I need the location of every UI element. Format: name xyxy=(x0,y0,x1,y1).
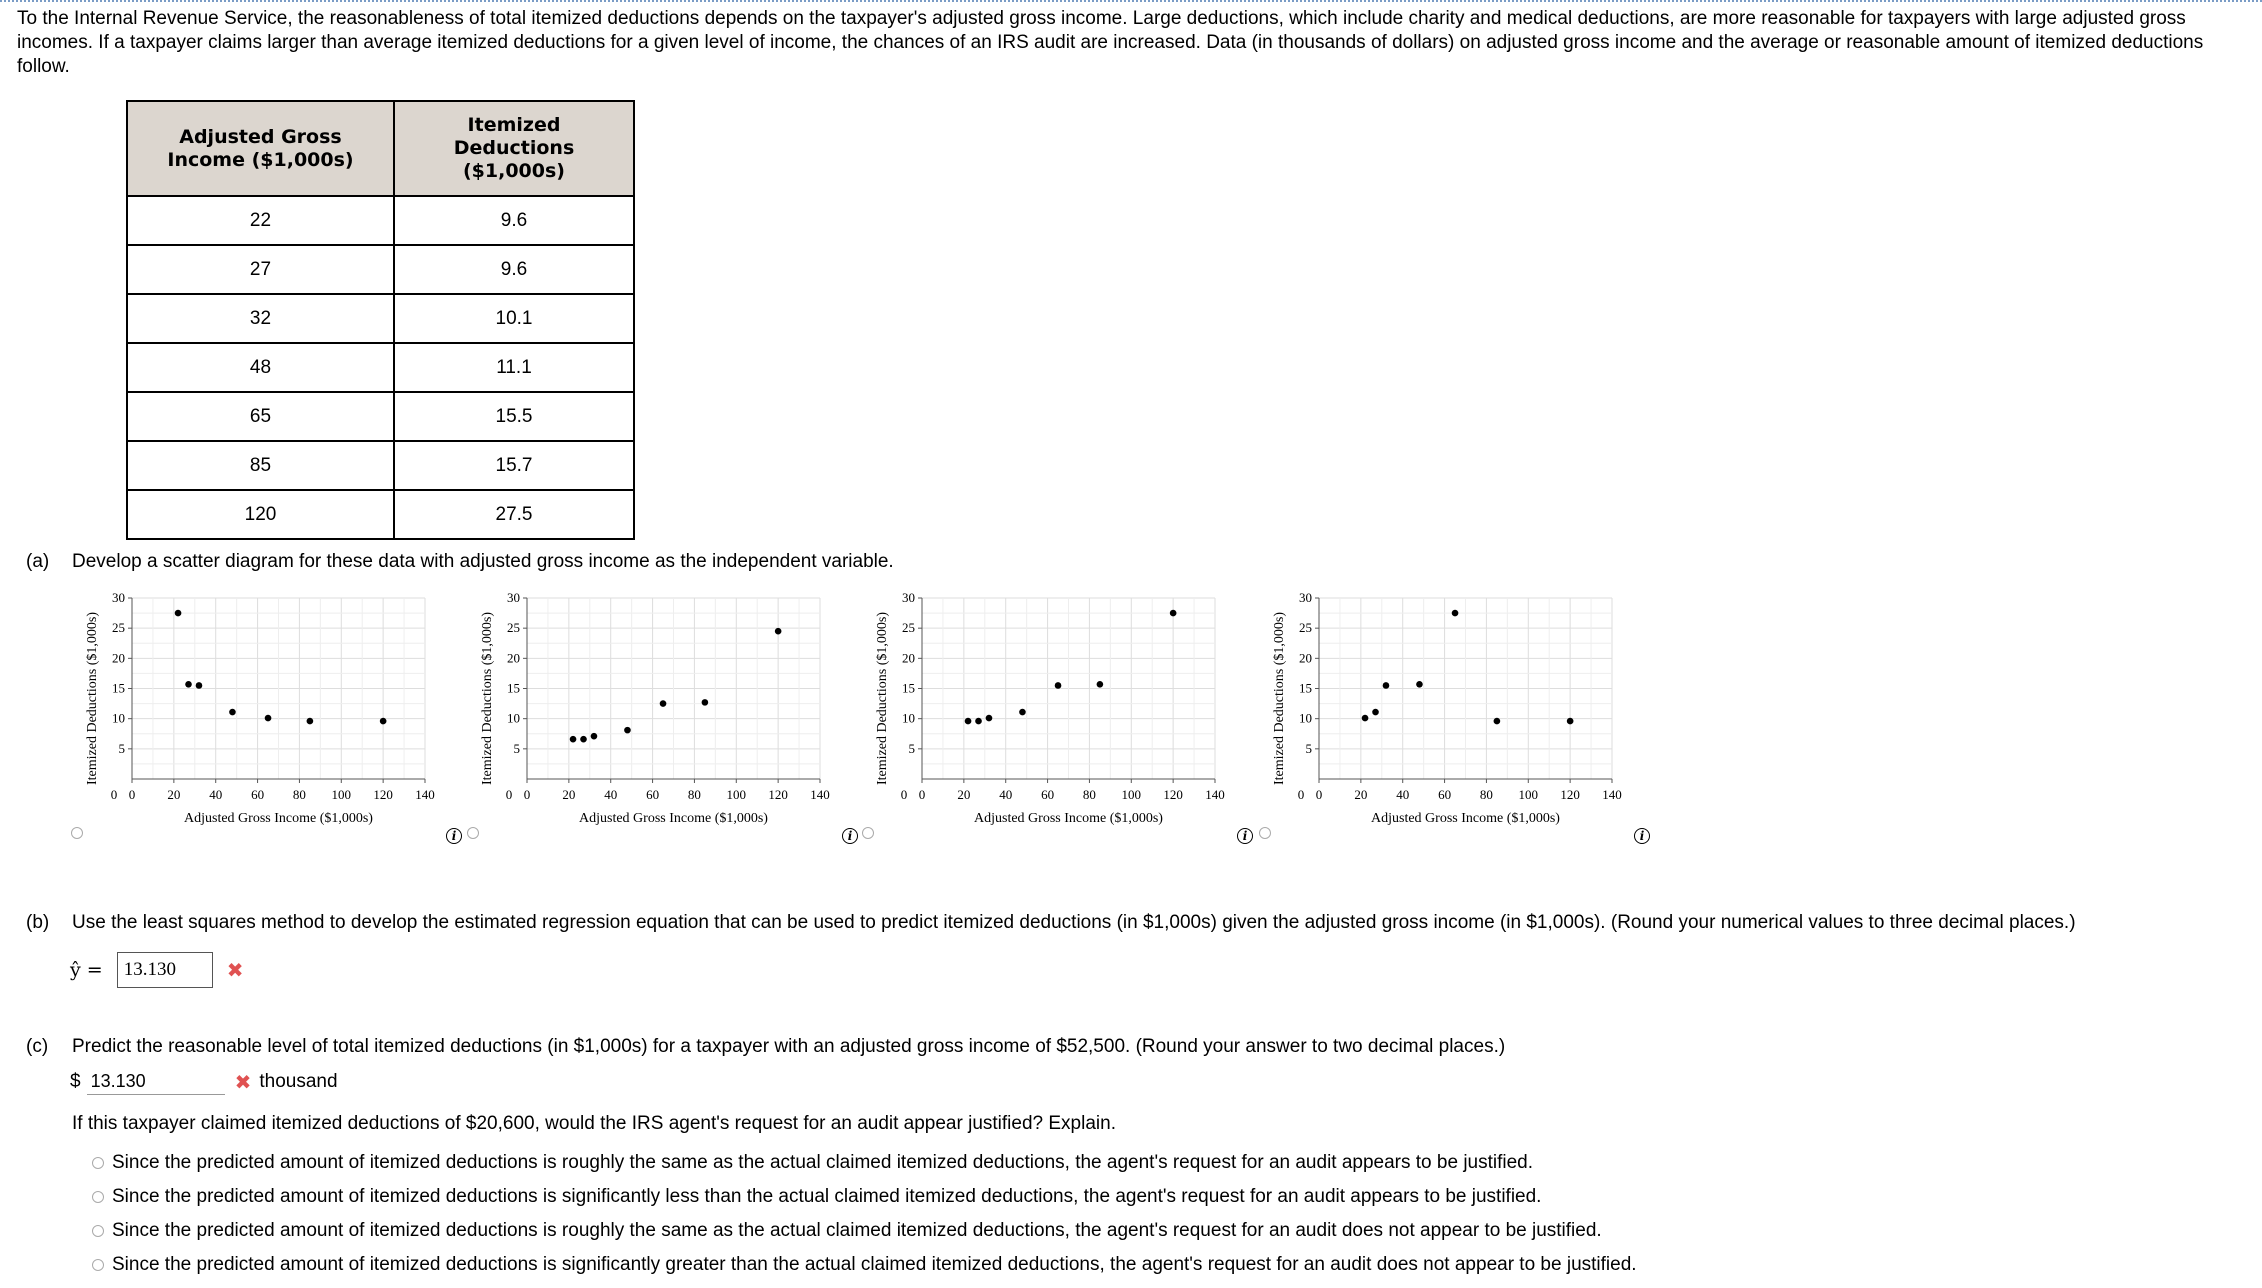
audit-option-4-text: Since the predicted amount of itemized deductions is significantly greater than the actual claimed itemized deductions, the agent's request for an audit does not appear to be justified. xyxy=(112,1254,1637,1275)
x-tick-label: 20 xyxy=(562,787,576,802)
y-tick-label: 20 xyxy=(1299,650,1312,666)
x-tick-label: 140 xyxy=(415,787,435,802)
data-point xyxy=(1494,718,1501,725)
part-a-text: Develop a scatter diagram for these data with adjusted gross income as the independent variable. xyxy=(72,551,894,572)
x-tick-label: 0 xyxy=(918,787,926,802)
x-tick-label: 100 xyxy=(726,787,747,802)
data-point xyxy=(1383,682,1390,689)
data-point xyxy=(175,610,182,617)
x-tick-label: 20 xyxy=(957,787,971,802)
table-row xyxy=(127,441,634,490)
audit-question: If this taxpayer claimed itemized deductions of $20,600, would the IRS agent's request for an audit appear justified? Explain. xyxy=(72,1113,1116,1134)
x-axis-label: Adjusted Gross Income ($1,000s) xyxy=(579,811,768,826)
scatter-options xyxy=(0,580,2262,860)
cell-deductions: 15.5 xyxy=(394,392,634,441)
y-tick-label: 5 xyxy=(513,740,520,756)
top-divider xyxy=(0,0,2262,2)
cell-income: 65 xyxy=(127,392,394,441)
prediction-input[interactable] xyxy=(87,1069,225,1095)
info-icon[interactable]: i xyxy=(842,828,858,844)
x-tick-label: 100 xyxy=(1518,787,1539,802)
header-itemized-deductions: Itemized Deductions ($1,000s) xyxy=(394,101,634,196)
x-axis-label: Adjusted Gross Income ($1,000s) xyxy=(1371,811,1560,826)
audit-options xyxy=(92,1146,1637,1282)
cell-income: 120 xyxy=(127,490,394,539)
y-tick-label: 25 xyxy=(902,620,915,636)
y-tick-label: 25 xyxy=(507,620,520,636)
audit-option-2-text: Since the predicted amount of itemized deductions is significantly less than the actual claimed itemized deductions, the agent's request for an audit appears to be justified. xyxy=(112,1186,1542,1207)
origin-label: 0 xyxy=(900,787,908,802)
x-tick-label: 60 xyxy=(646,787,660,802)
table-row xyxy=(127,245,634,294)
cell-income: 22 xyxy=(127,196,394,245)
scatter-option-3-radio[interactable] xyxy=(862,827,874,839)
cell-income: 27 xyxy=(127,245,394,294)
incorrect-icon: ✖ xyxy=(226,959,244,982)
data-point xyxy=(1055,682,1062,689)
x-tick-label: 0 xyxy=(128,787,136,802)
cell-deductions: 9.6 xyxy=(394,196,634,245)
x-axis-label: Adjusted Gross Income ($1,000s) xyxy=(974,811,1163,826)
part-a-question xyxy=(26,550,894,574)
y-tick-label: 5 xyxy=(118,740,125,756)
table-header-row xyxy=(127,101,634,196)
audit-option-3-text: Since the predicted amount of itemized deductions is roughly the same as the actual claimed itemized deductions, the agent's request for an audit does not appear to be justified. xyxy=(112,1220,1602,1241)
x-tick-label: 40 xyxy=(209,787,223,802)
y-tick-label: 15 xyxy=(902,680,915,696)
audit-option-1-radio[interactable] xyxy=(92,1157,104,1169)
audit-option-4[interactable] xyxy=(92,1248,1637,1282)
x-axis-label: Adjusted Gross Income ($1,000s) xyxy=(184,811,373,826)
data-point xyxy=(986,715,993,722)
y-tick-label: 15 xyxy=(112,680,125,696)
x-tick-label: 100 xyxy=(1121,787,1142,802)
y-tick-label: 30 xyxy=(1299,590,1312,605)
audit-option-2-radio[interactable] xyxy=(92,1191,104,1203)
y-tick-label: 20 xyxy=(507,650,520,666)
prediction-row xyxy=(70,1069,338,1095)
cell-income: 48 xyxy=(127,343,394,392)
x-tick-label: 60 xyxy=(251,787,265,802)
yhat-label: ŷ = xyxy=(70,959,103,981)
part-b-text: Use the least squares method to develop the estimated regression equation that can be used to predict itemized deductions (in $1,000s) given the adjusted gross income (in $1,000s). (Round your numerical values to three decimal places.) xyxy=(72,912,2076,933)
data-point xyxy=(380,718,387,725)
data-point xyxy=(1416,681,1423,688)
x-tick-label: 40 xyxy=(1396,787,1410,802)
data-point xyxy=(1170,610,1177,617)
table-row xyxy=(127,294,634,343)
data-point xyxy=(570,736,577,743)
audit-option-1-text: Since the predicted amount of itemized deductions is roughly the same as the actual claimed itemized deductions, the agent's request for an audit appears to be justified. xyxy=(112,1152,1534,1173)
y-tick-label: 20 xyxy=(902,650,915,666)
header-adjusted-gross-income: Adjusted Gross Income ($1,000s) xyxy=(127,101,394,196)
audit-option-2[interactable] xyxy=(92,1180,1637,1214)
y-tick-label: 20 xyxy=(112,650,125,666)
y-axis-label: Itemized Deductions ($1,000s) xyxy=(875,611,890,786)
cell-deductions: 11.1 xyxy=(394,343,634,392)
scatter-option-1 xyxy=(80,580,480,860)
x-tick-label: 40 xyxy=(604,787,618,802)
audit-option-4-radio[interactable] xyxy=(92,1259,104,1271)
data-point xyxy=(1097,681,1104,688)
scatter-option-4-radio[interactable] xyxy=(1259,827,1271,839)
data-point xyxy=(624,727,631,734)
y-tick-label: 15 xyxy=(1299,680,1312,696)
regression-equation-input[interactable] xyxy=(117,952,213,988)
x-tick-label: 80 xyxy=(292,787,306,802)
data-point xyxy=(265,715,272,722)
y-tick-label: 10 xyxy=(902,710,915,726)
part-c-question xyxy=(26,1035,1505,1059)
x-tick-label: 120 xyxy=(373,787,393,802)
y-tick-label: 25 xyxy=(1299,620,1312,636)
x-tick-label: 60 xyxy=(1438,787,1452,802)
data-point xyxy=(965,718,972,725)
scatter-plot-1 xyxy=(80,580,480,860)
part-a-label: (a) xyxy=(26,551,50,572)
cell-deductions: 9.6 xyxy=(394,245,634,294)
table-row xyxy=(127,490,634,539)
x-tick-label: 40 xyxy=(999,787,1013,802)
data-point xyxy=(185,681,192,688)
unit-label: thousand xyxy=(259,1071,338,1092)
x-tick-label: 140 xyxy=(1205,787,1225,802)
data-point xyxy=(580,736,587,743)
scatter-plot-4 xyxy=(1267,580,1667,860)
scatter-option-1-radio[interactable] xyxy=(71,827,83,839)
data-point xyxy=(1452,610,1459,617)
y-tick-label: 10 xyxy=(507,710,520,726)
audit-option-1[interactable] xyxy=(92,1146,1637,1180)
y-tick-label: 30 xyxy=(902,590,915,605)
data-point xyxy=(591,733,598,740)
x-tick-label: 120 xyxy=(1560,787,1580,802)
data-point xyxy=(975,718,982,725)
scatter-option-2 xyxy=(475,580,875,860)
y-tick-label: 10 xyxy=(112,710,125,726)
data-point xyxy=(307,718,314,725)
x-tick-label: 60 xyxy=(1041,787,1055,802)
data-table xyxy=(126,100,635,540)
x-tick-label: 100 xyxy=(331,787,352,802)
audit-option-3-radio[interactable] xyxy=(92,1225,104,1237)
data-point xyxy=(229,709,236,716)
currency-symbol: $ xyxy=(70,1071,81,1092)
cell-deductions: 15.7 xyxy=(394,441,634,490)
data-point xyxy=(196,682,203,689)
cell-deductions: 10.1 xyxy=(394,294,634,343)
y-tick-label: 25 xyxy=(112,620,125,636)
data-point xyxy=(775,628,782,635)
y-tick-label: 30 xyxy=(112,590,125,605)
y-tick-label: 5 xyxy=(1305,740,1312,756)
info-icon[interactable]: i xyxy=(1237,828,1253,844)
info-icon[interactable]: i xyxy=(446,828,462,844)
cell-income: 32 xyxy=(127,294,394,343)
scatter-plot-3 xyxy=(870,580,1270,860)
part-b-question xyxy=(26,911,2076,935)
problem-intro: To the Internal Revenue Service, the reasonableness of total itemized deductions depends on the taxpayer's adjusted gross income. Large deductions, which include charity and medical deductions, are more reasonable for taxpayers with large adjusted gross incomes. If a taxpayer claims larger than average itemized deductions for a given level of income, the chances of an IRS audit are increased. Data (in thousands of dollars) on adjusted gross income and the average or reasonable amount of itemized deductions follow. xyxy=(17,8,2204,77)
scatter-plot-2 xyxy=(475,580,875,860)
data-point xyxy=(1362,715,1369,722)
info-icon[interactable]: i xyxy=(1634,828,1650,844)
x-tick-label: 80 xyxy=(1082,787,1096,802)
regression-equation-row xyxy=(70,952,243,988)
cell-deductions: 27.5 xyxy=(394,490,634,539)
x-tick-label: 80 xyxy=(1479,787,1493,802)
x-tick-label: 20 xyxy=(167,787,181,802)
y-axis-label: Itemized Deductions ($1,000s) xyxy=(85,611,100,786)
y-axis-label: Itemized Deductions ($1,000s) xyxy=(480,611,495,786)
incorrect-icon: ✖ xyxy=(234,1071,252,1094)
x-tick-label: 0 xyxy=(523,787,531,802)
x-tick-label: 80 xyxy=(687,787,701,802)
part-c-label: (c) xyxy=(26,1036,49,1057)
scatter-option-4 xyxy=(1267,580,1667,860)
origin-label: 0 xyxy=(505,787,513,802)
x-tick-label: 0 xyxy=(1315,787,1323,802)
table-row xyxy=(127,196,634,245)
x-tick-label: 120 xyxy=(768,787,788,802)
y-axis-label: Itemized Deductions ($1,000s) xyxy=(1272,611,1287,786)
table-row xyxy=(127,392,634,441)
audit-option-3[interactable] xyxy=(92,1214,1637,1248)
x-tick-label: 140 xyxy=(810,787,830,802)
data-point xyxy=(1372,709,1379,716)
data-point xyxy=(702,699,709,706)
scatter-option-2-radio[interactable] xyxy=(467,827,479,839)
data-point xyxy=(660,700,667,707)
data-point xyxy=(1567,718,1574,725)
y-tick-label: 5 xyxy=(908,740,915,756)
y-tick-label: 30 xyxy=(507,590,520,605)
scatter-option-3 xyxy=(870,580,1270,860)
y-tick-label: 10 xyxy=(1299,710,1312,726)
origin-label: 0 xyxy=(110,787,118,802)
x-tick-label: 120 xyxy=(1163,787,1183,802)
part-b-label: (b) xyxy=(26,912,50,933)
part-c-text: Predict the reasonable level of total itemized deductions (in $1,000s) for a taxpayer with an adjusted gross income of $52,500. (Round your answer to two decimal places.) xyxy=(72,1036,1506,1057)
cell-income: 85 xyxy=(127,441,394,490)
x-tick-label: 140 xyxy=(1602,787,1622,802)
data-point xyxy=(1019,709,1026,716)
y-tick-label: 15 xyxy=(507,680,520,696)
origin-label: 0 xyxy=(1297,787,1305,802)
table-row xyxy=(127,343,634,392)
x-tick-label: 20 xyxy=(1354,787,1368,802)
